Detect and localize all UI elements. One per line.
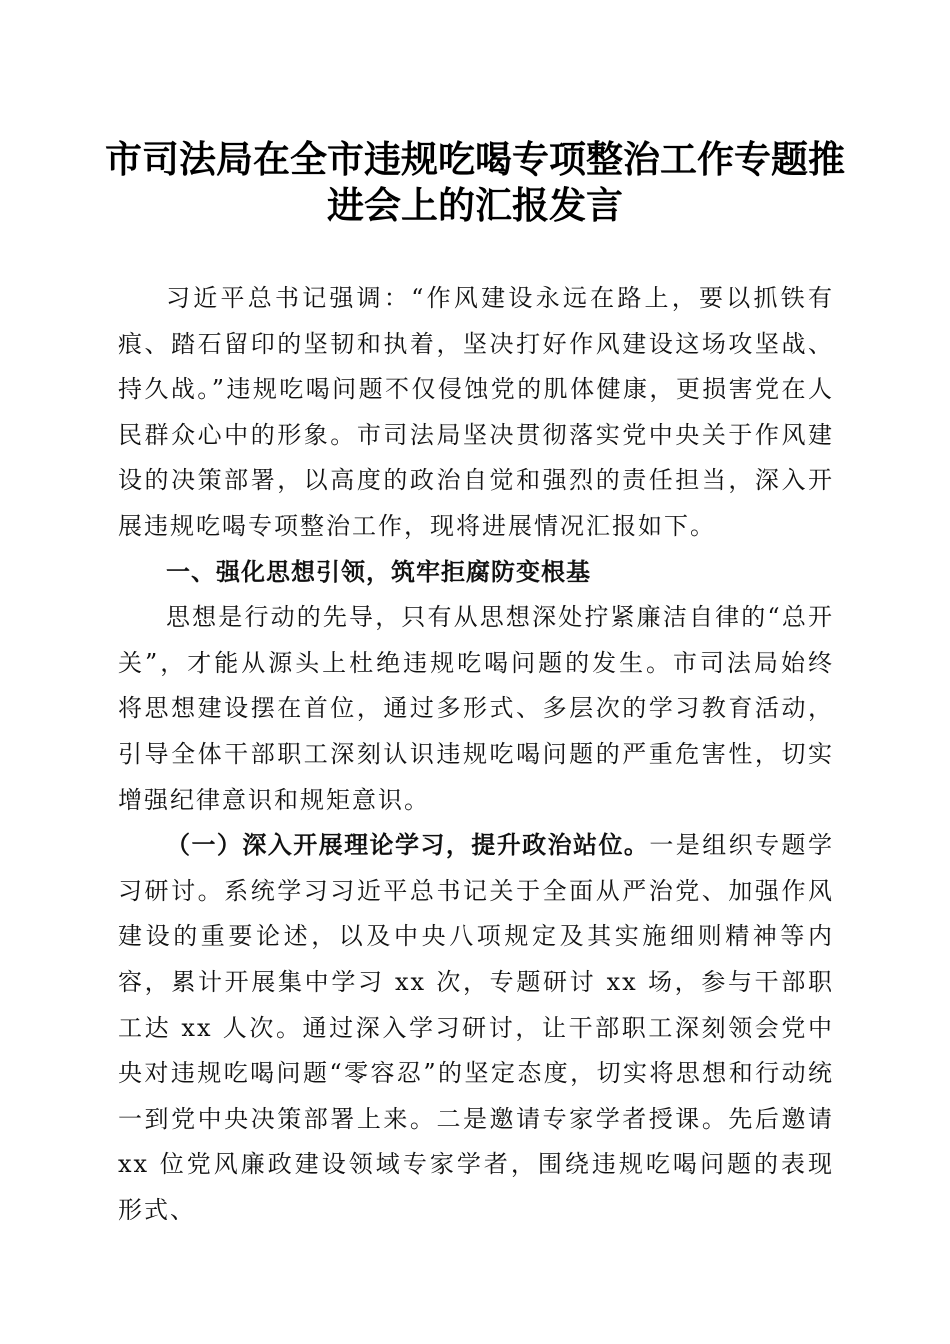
subsection1-paragraph (118, 823, 834, 1233)
document-body (118, 276, 834, 1233)
document-title-line1: 市司法局在全市违规吃喝专项整治工作专题推 (105, 137, 845, 181)
subsection1-text: 一是组织专题学习研讨。系统学习习近平总书记关于全面从严治党、加强作风建设的重要论述，以及中央八项规定及其实施细则精神等内容，累计开展集中学习 xx 次，专题研讨 xx 场，参与干部职工达 xx 人次。通过深入学习研讨，让干部职工深刻领会党中央对违规吃喝问题“零容忍”的坚定态度，切实将思想和行动统一到党中央决策部署上来。二是邀请专家学者授课。先后邀请 xx 位党风廉政建设领域专家学者，围绕违规吃喝问题的表现形式、 (118, 831, 834, 1224)
section1-paragraph: 思想是行动的先导，只有从思想深处拧紧廉洁自律的“总开关”，才能从源头上杜绝违规吃喝问题的发生。市司法局始终将思想建设摆在首位，通过多形式、多层次的学习教育活动，引导全体干部职工深刻认识违规吃喝问题的严重危害性，切实增强纪律意识和规矩意识。 (118, 603, 834, 814)
section1-heading: 一、强化思想引领，筑牢拒腐防变根基 (166, 557, 591, 586)
intro-paragraph: 习近平总书记强调：“作风建设永远在路上，要以抓铁有痕、踏石留印的坚韧和执着，坚决打好作风建设这场攻坚战、持久战。”违规吃喝问题不仅侵蚀党的肌体健康，更损害党在人民群众心中的形象。市司法局坚决贯彻落实党中央关于作风建设的决策部署，以高度的政治自觉和强烈的责任担当，深入开展违规吃喝专项整治工作，现将进展情况汇报如下。 (118, 284, 834, 540)
subsection1-lead: （一）深入开展理论学习，提升政治站位。 (166, 831, 650, 860)
document-title (100, 136, 850, 228)
document-title-line2: 进会上的汇报发言 (327, 183, 623, 227)
